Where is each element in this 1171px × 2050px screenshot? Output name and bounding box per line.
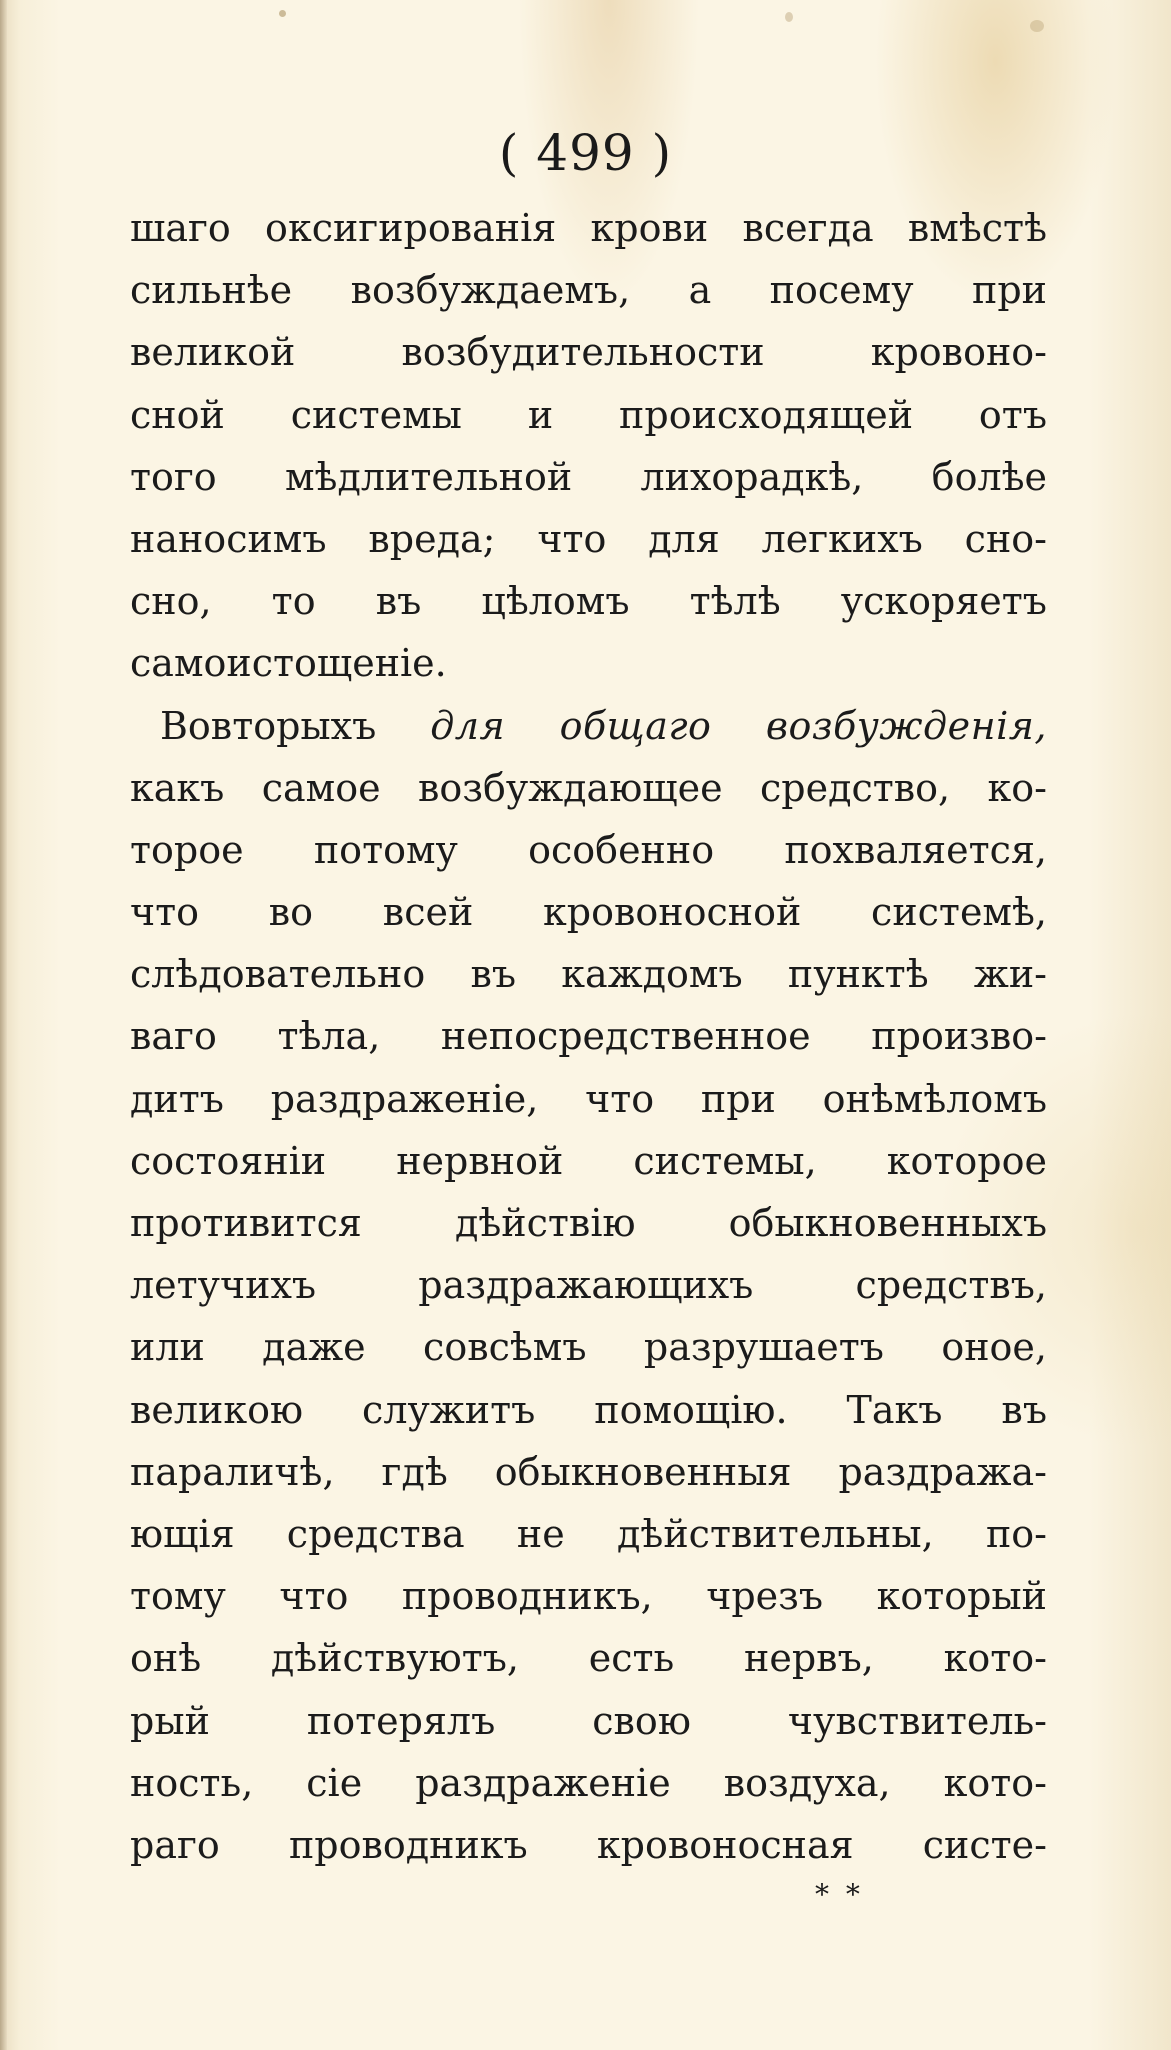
text-line: противится дѣйствію обыкновенныхъ	[130, 1201, 1047, 1245]
italic-phrase: для общаго возбужденія,	[430, 703, 1047, 748]
text-line: сной системы и происходящей отъ	[130, 392, 1047, 437]
text-line: великою служитъ помощію. Такъ въ	[130, 1387, 1047, 1432]
body-text	[130, 197, 1047, 1876]
text-line: тому что проводникъ, чрезъ который	[130, 1574, 1047, 1619]
foxing-spot	[279, 10, 286, 17]
text-line: состояніи нервной системы, которое	[130, 1138, 1047, 1183]
text-line: шаго оксигированія крови всегда вмѣстѣ	[130, 206, 1047, 250]
text-line: торое потому особенно похваляется,	[130, 827, 1047, 872]
text-line: параличѣ, гдѣ обыкновенныя раздража-	[130, 1449, 1047, 1494]
text-line: или даже совсѣмъ разрушаетъ оное,	[130, 1325, 1047, 1370]
foxing-spot	[785, 12, 793, 22]
text-line: слѣдовательно въ каждомъ пунктѣ жи-	[130, 952, 1047, 997]
text-line: раго проводникъ кровоносная систе-	[130, 1822, 1047, 1867]
text-line: сильнѣе возбуждаемъ, а посему при	[130, 268, 1047, 313]
page-spine-shadow	[0, 0, 7, 2050]
text-line: какъ самое возбуждающее средство, ко-	[130, 765, 1047, 810]
paragraph-start-word: Вовторыхъ	[160, 703, 377, 748]
text-line: ющія средства не дѣйствительны, по-	[130, 1511, 1047, 1556]
signature-mark: * *	[815, 1878, 864, 1911]
text-line: дитъ раздраженіе, что при онѣмѣломъ	[130, 1076, 1047, 1121]
text-line: сно, то въ цѣломъ тѣлѣ ускоряетъ	[130, 579, 1047, 624]
text-line: того мѣдлительной лихорадкѣ, болѣе	[130, 454, 1047, 499]
text-line: летучихъ раздражающихъ средствъ,	[130, 1263, 1047, 1308]
text-line: онѣ дѣйствуютъ, есть нервъ, кото-	[130, 1636, 1047, 1681]
text-line: ность, сіе раздраженіе воздуха, кото-	[130, 1760, 1047, 1805]
page-number: ( 499 )	[498, 124, 673, 182]
text-line: наносимъ вреда; что для легкихъ сно-	[130, 516, 1047, 561]
paragraph-start-line	[130, 695, 1047, 757]
text-line: рый потерялъ свою чувствитель-	[130, 1698, 1047, 1743]
text-line: самоистощеніе.	[130, 641, 447, 686]
text-line: великой возбудительности кровоно-	[130, 330, 1047, 375]
text-line: ваго тѣла, непосредственное произво-	[130, 1014, 1047, 1059]
foxing-spot	[1030, 20, 1044, 32]
text-line: что во всей кровоносной системѣ,	[130, 890, 1047, 935]
